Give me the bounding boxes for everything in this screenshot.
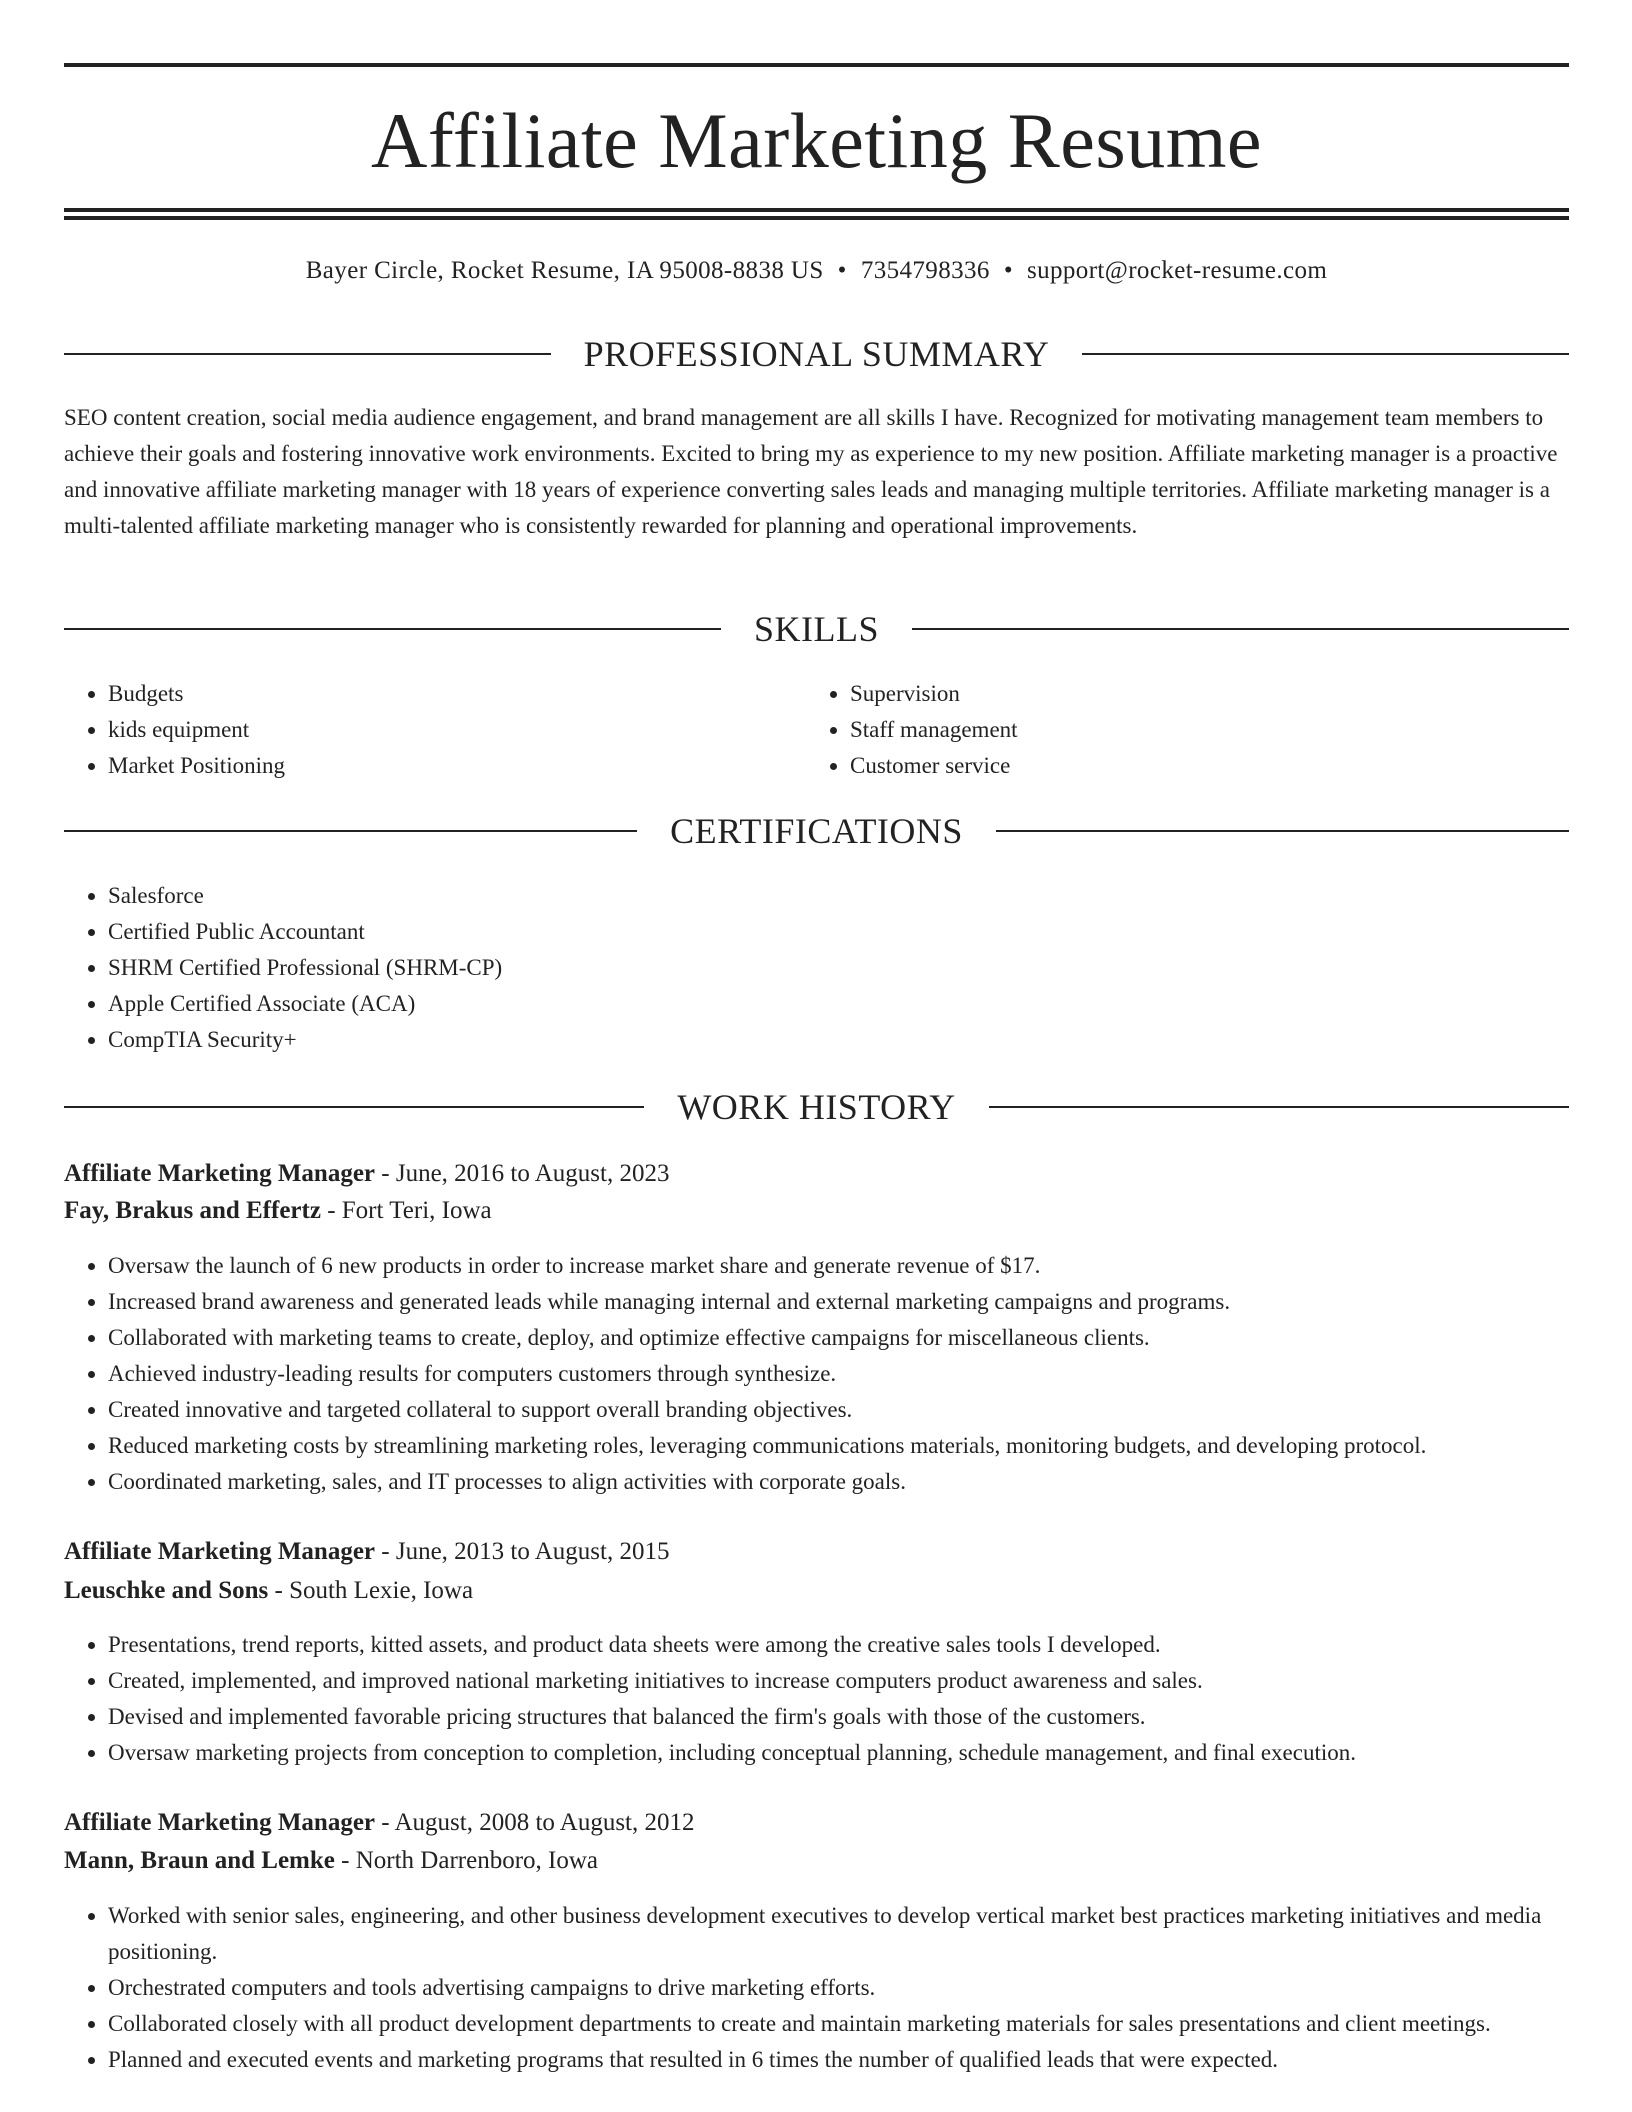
job-dates: - June, 2013 to August, 2015 [375, 1538, 670, 1565]
contact-address: Bayer Circle, Rocket Resume, IA 95008-8838 US [305, 257, 824, 284]
list-item: • Presentations, trend reports, kitted assets, and product data sheets were among the creative sales tools I developed. [108, 1627, 1568, 1663]
section-title: PROFESSIONAL SUMMARY [583, 334, 1050, 374]
divider [912, 628, 1569, 630]
job-dates: - June, 2016 to August, 2023 [375, 1160, 670, 1187]
section-title: SKILLS [754, 609, 880, 649]
contact-separator: • [837, 257, 847, 284]
certifications-heading [64, 810, 1569, 852]
divider [1082, 353, 1569, 355]
section-title: WORK HISTORY [677, 1087, 956, 1127]
job-company-line [64, 1573, 1569, 1609]
list-item: • Created innovative and targeted collateral to support overall branding objectives. [108, 1392, 1568, 1428]
job-title-line [64, 1156, 1569, 1192]
job-company: Leuschke and Sons [64, 1577, 269, 1604]
list-item: • Customer service [850, 748, 1550, 784]
skills-list-right [806, 676, 1550, 784]
job-bullets [64, 1248, 1568, 1500]
section-title: CERTIFICATIONS [670, 811, 963, 851]
list-item: • Staff management [850, 712, 1550, 748]
list-item: • SHRM Certified Professional (SHRM-CP) [108, 950, 1568, 986]
list-item: • Reduced marketing costs by streamlining marketing roles, leveraging communications materials, monitoring budgets, and developing protocol. [108, 1428, 1568, 1464]
list-item: • Certified Public Accountant [108, 914, 1568, 950]
list-item: • Salesforce [108, 878, 1568, 914]
header-top-rule [64, 63, 1569, 67]
header-rule-lower [64, 216, 1569, 220]
divider [64, 1106, 644, 1108]
list-item: • Market Positioning [108, 748, 788, 784]
list-item: • Increased brand awareness and generated leads while managing internal and external marketing campaigns and programs. [108, 1284, 1568, 1320]
job-company: Mann, Braun and Lemke [64, 1847, 335, 1874]
contact-phone: 7354798336 [860, 257, 990, 284]
job-company: Fay, Brakus and Effertz [64, 1197, 321, 1224]
skills-list-left [64, 676, 788, 784]
list-item: • Oversaw the launch of 6 new products in order to increase market share and generate revenue of $17. [108, 1248, 1568, 1284]
job-location: - North Darrenboro, Iowa [334, 1847, 598, 1874]
list-item: • Orchestrated computers and tools advertising campaigns to drive marketing efforts. [108, 1970, 1568, 2006]
list-item: • Apple Certified Associate (ACA) [108, 986, 1568, 1022]
job-location: - South Lexie, Iowa [268, 1577, 474, 1604]
job-title: Affiliate Marketing Manager [64, 1160, 376, 1187]
job-bullets [64, 1627, 1568, 1771]
resume-title: Affiliate Marketing Resume [371, 97, 1262, 184]
job-bullets [64, 1898, 1568, 2078]
skills-heading [64, 608, 1569, 650]
list-item: • CompTIA Security+ [108, 1022, 1568, 1058]
list-item: • Worked with senior sales, engineering, and other business development executives to develop vertical market best practices marketing initiatives and media positioning. [108, 1898, 1568, 1970]
list-item: • Budgets [108, 676, 788, 712]
job-location: - Fort Teri, Iowa [320, 1197, 492, 1224]
list-item: • Devised and implemented favorable pricing structures that balanced the firm's goals with those of the customers. [108, 1699, 1568, 1735]
divider [989, 1106, 1569, 1108]
list-item: • Collaborated with marketing teams to create, deploy, and optimize effective campaigns for miscellaneous clients. [108, 1320, 1568, 1356]
header-rule-upper [64, 208, 1569, 212]
divider [64, 353, 551, 355]
list-item: • Planned and executed events and marketing programs that resulted in 6 times the number of qualified leads that were expected. [108, 2042, 1568, 2078]
job-title: Affiliate Marketing Manager [64, 1809, 376, 1836]
contact-separator: • [1003, 257, 1013, 284]
divider [64, 830, 637, 832]
summary-text: SEO content creation, social media audience engagement, and brand management are all skills I have. Recognized for motivating management team members to achieve their goals and fostering innovative work environments. Excited to bring my as experience to my new position. Affiliate marketing manager is a proactive and innovative affiliate marketing manager with 18 years of experience converting sales leads and managing multiple territories. Affiliate marketing manager is a multi-talented affiliate marketing manager who is consistently rewarded for planning and operational improvements. [64, 405, 1558, 538]
list-item: • Oversaw marketing projects from conception to completion, including conceptual planning, schedule management, and final execution. [108, 1735, 1568, 1771]
job-title: Affiliate Marketing Manager [64, 1538, 376, 1565]
divider [64, 628, 721, 630]
list-item: • Collaborated closely with all product development departments to create and maintain marketing materials for sales presentations and client meetings. [108, 2006, 1568, 2042]
summary-heading [64, 333, 1569, 375]
job-dates: - August, 2008 to August, 2012 [375, 1809, 695, 1836]
list-item: • Achieved industry-leading results for computers customers through synthesize. [108, 1356, 1568, 1392]
job-company-line [64, 1193, 1569, 1229]
job-company-line [64, 1843, 1569, 1879]
contact-email: support@rocket-resume.com [1026, 257, 1328, 284]
list-item: • Created, implemented, and improved national marketing initiatives to increase computers product awareness and sales. [108, 1663, 1568, 1699]
list-item: • Coordinated marketing, sales, and IT processes to align activities with corporate goals. [108, 1464, 1568, 1500]
job-title-line [64, 1534, 1569, 1570]
contact-line [64, 254, 1569, 288]
work-history-heading [64, 1086, 1569, 1128]
certifications-list [64, 878, 1568, 1058]
job-title-line [64, 1805, 1569, 1841]
list-item: • Supervision [850, 676, 1550, 712]
list-item: • kids equipment [108, 712, 788, 748]
divider [996, 830, 1569, 832]
